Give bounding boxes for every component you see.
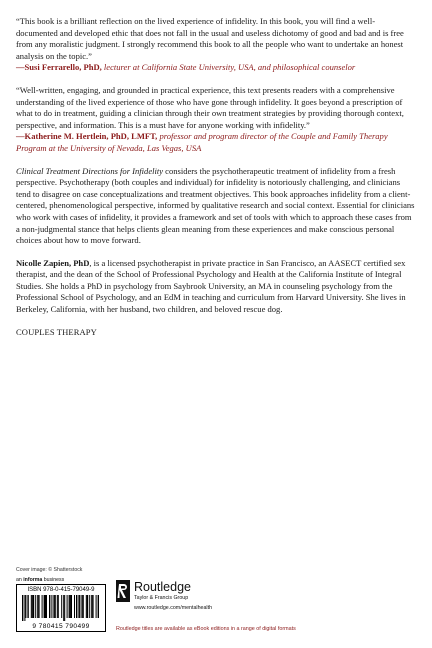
endorsement-attribution-2 bbox=[16, 131, 416, 154]
description-text: considers the psychotherapeutic treatment of infidelity from a fresh perspective. Psychotherapy (both couples and individual) for infidelity is notoriously challenging, and clinicians tend to disagree on case conceptualizations and treatment objectives. This book approaches infidelity from a client-centered, phenomenological perspective, informed by qualitative research and social context. Essential for clinicians who work with cases of infidelity, it provides a framework and set of tools with which to approach these cases from a non-judgmental stance that helps clients glean meaning from these experiences and make conscious personal choices about how to move forward. bbox=[16, 165, 415, 246]
barcode-bars bbox=[22, 595, 100, 621]
barcode-box bbox=[16, 584, 106, 632]
back-cover-text bbox=[16, 16, 416, 337]
barcode-digits: 9 780415 790499 bbox=[32, 623, 90, 630]
endorser-title-1: lecturer at California State University, USA, and philosophical counselor bbox=[103, 62, 356, 73]
publisher-name: Routledge bbox=[134, 580, 191, 594]
routledge-logo-icon bbox=[116, 580, 130, 602]
author-bio bbox=[16, 258, 416, 316]
informa-suffix: business bbox=[43, 577, 65, 583]
ebook-note: Routledge titles are available as eBook editions in a range of digital formats bbox=[116, 626, 296, 632]
book-description bbox=[16, 166, 416, 247]
category-label: COUPLES THERAPY bbox=[16, 326, 97, 337]
publisher-block bbox=[116, 578, 316, 618]
informa-brand: informa bbox=[23, 577, 43, 583]
endorsement-quote-2: “Well-written, engaging, and grounded in practical experience, this text presents readers with a comprehensive understanding of the lived experience of those who have gone through infidelity. It goes beyond a prescription of what to do in treatment, guiding a clinician through their own treatment strategies by providing thorough context, perspective, and information. This is a must have for anyone working with infidelity.” bbox=[16, 84, 404, 130]
endorsement-quote-1: “This book is a brilliant reflection on the lived experience of infidelity. In this book, you will find a well-documented and developed ethic that does not fall in the usual and useless dichotomy of good and bad and is free from any moralistic judgment. I strongly recommend this book to all the people who want to undertake an honest analysis on the topic.” bbox=[16, 16, 404, 61]
author-name: Nicolle Zapien, PhD bbox=[16, 257, 90, 268]
isbn-text: ISBN 978-0-415-79049-9 bbox=[27, 587, 95, 593]
cover-image-credit: Cover image: © Shatterstock bbox=[16, 567, 83, 573]
endorsement-attribution-1 bbox=[16, 62, 416, 74]
author-bio-text: , is a licensed psychotherapist in private practice in San Francisco, an AASECT certified sex therapist, and the dean of the School of Professional Psychology and Health at the California Institute of Integral Studies. She holds a PhD in psychology from Saybrook University, an MA in counseling psychology from the Professional School of Psychology, and an EdM in teaching and curriculum from Harvard University. She lives in Berkeley, California, with her husband, two children, and beloved rescue dog. bbox=[16, 257, 406, 315]
book-title: Clinical Treatment Directions for Infidelity bbox=[16, 165, 164, 176]
endorser-name-1: —Susi Ferrarello, PhD, bbox=[16, 62, 102, 73]
informa-business-line bbox=[16, 577, 64, 583]
endorser-name-2: —Katherine M. Hertlein, PhD, LMFT, bbox=[16, 131, 158, 142]
informa-prefix: an bbox=[16, 577, 22, 583]
publisher-url: www.routledge.com/mentalhealth bbox=[134, 605, 213, 611]
endorser-title-2: professor and program director of the Couple and Family Therapy Program at the University of Nevada, Las Vegas, USA bbox=[16, 131, 388, 153]
publisher-subtitle: Taylor & Francis Group bbox=[134, 595, 189, 601]
